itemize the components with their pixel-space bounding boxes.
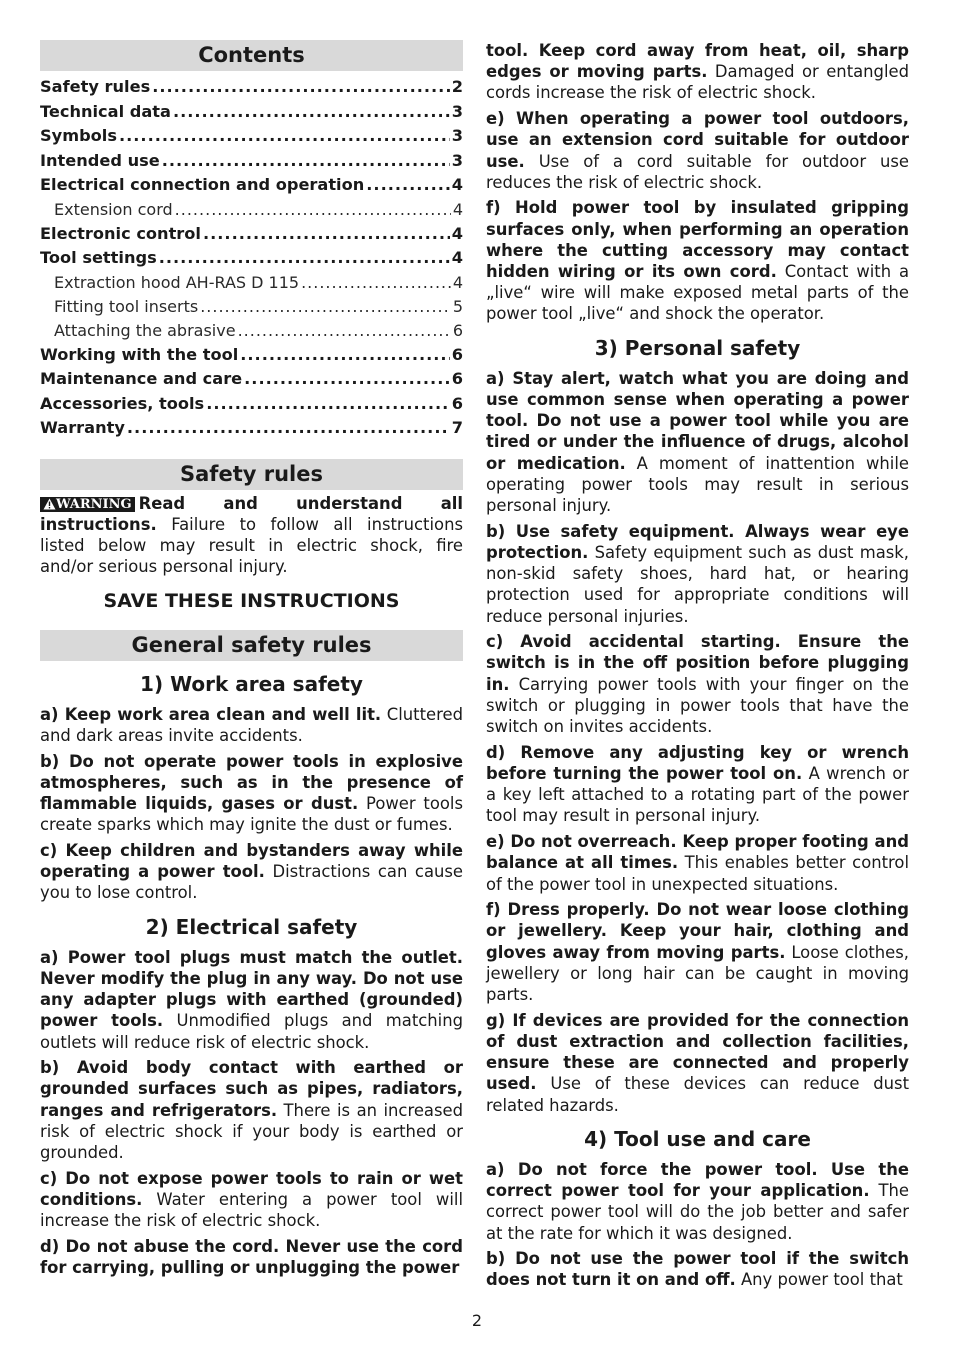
electrical-section <box>40 914 463 1279</box>
rule-instruction: c) Keep children and bystanders away while operating a power tool. <box>40 840 463 882</box>
left-column <box>40 40 463 1283</box>
toc-leader-dots <box>203 223 450 244</box>
toc-entry <box>40 174 463 199</box>
rule-instruction: b) Use safety equipment. Always wear eye protection. <box>486 521 909 562</box>
toc-leader-dots <box>301 272 451 293</box>
rule-paragraph <box>486 521 909 627</box>
right-column <box>486 40 909 1295</box>
toc-entry <box>40 344 463 369</box>
toc-entry-page: 6 <box>451 344 463 364</box>
rule-instruction: b) Do not operate power tools in explosive atmospheres, such as in the presence of flammable liquids, gases or dust. <box>40 751 463 814</box>
rule-explanation: Use of a cord suitable for outdoor use reduces the risk of electric shock. <box>486 151 909 192</box>
warning-triangle-icon <box>43 498 56 510</box>
toc-entry-label: Extraction hood AH-RAS D 115 <box>54 272 300 292</box>
rule-explanation: Use of these devices can reduce dust related hazards. <box>486 1074 909 1115</box>
toc-entry-label: Attaching the abrasive <box>54 320 236 340</box>
rule-instruction: a) Stay alert, watch what you are doing and use common sense when operating a power tool. Do not use a power tool while you are tired or under the influence of drugs, alcohol or medication. <box>486 368 909 473</box>
toc-entry-label: Maintenance and care <box>40 369 243 388</box>
toc-entry-label: Technical data <box>40 101 171 121</box>
toc-entry <box>40 150 463 175</box>
save-instructions: SAVE THESE INSTRUCTIONS <box>103 590 400 613</box>
section-heading: 4) Tool use and care <box>584 1126 811 1151</box>
page-number: 2 <box>471 1311 483 1330</box>
rule-explanation: A moment of inattention while operating power tools may result in serious personal injury. <box>486 453 909 516</box>
safety-rules-heading: Safety rules <box>40 459 463 490</box>
rule-paragraph <box>486 1010 909 1116</box>
rule-explanation: Cluttered and dark areas invite accidents. <box>40 704 463 745</box>
rule-explanation: Distractions can cause you to lose control. <box>40 862 463 903</box>
rule-instruction: b) Do not use the power tool if the switch does not turn it on and off. <box>486 1249 909 1290</box>
rule-instruction: a) Power tool plugs must match the outlet. Never modify the plug in any way. Do not use any adapter plugs with earthed (grounded) power tools. <box>40 947 463 1031</box>
rule-instruction: a) Keep work area clean and well lit. <box>40 704 382 724</box>
rule-explanation: A wrench or a key left attached to a rotating part of the power tool may result in personal injury. <box>486 764 909 826</box>
rule-paragraph <box>486 197 909 324</box>
personal-safety-section <box>486 335 909 1116</box>
rule-instruction: d) Remove any adjusting key or wrench before turning the power tool on. <box>486 742 909 783</box>
section-heading: 3) Personal safety <box>594 335 801 360</box>
toc-leader-dots <box>159 247 450 268</box>
toc-entry-label: Symbols <box>40 126 117 145</box>
toc-entry-page: 4 <box>451 248 463 267</box>
rule-paragraph <box>40 1236 463 1278</box>
toc-entry-page: 6 <box>452 320 463 340</box>
rule-explanation: Loose clothes, jewellery or long hair can be caught in moving parts. <box>486 942 909 1005</box>
rule-paragraph <box>486 108 909 193</box>
rule-paragraph <box>40 1168 463 1232</box>
rule-instruction: a) Do not force the power tool. Use the correct power tool for your application. <box>486 1159 909 1201</box>
toc-leader-dots <box>119 125 450 146</box>
rule-paragraph <box>40 1057 463 1163</box>
toc-entry <box>40 101 463 126</box>
rule-explanation: Any power tool that <box>735 1270 903 1290</box>
toc-entry <box>40 320 463 344</box>
general-safety-rules-heading: General safety rules <box>40 630 463 661</box>
toc-entry-label: Working with the tool <box>40 344 239 364</box>
toc-entry-page: 4 <box>451 223 463 243</box>
section-heading: 2) Electrical safety <box>145 914 358 939</box>
toc-entry <box>40 247 463 272</box>
rule-paragraph <box>486 368 909 516</box>
rule-instruction: c) Do not expose power tools to rain or wet conditions. <box>40 1168 463 1209</box>
electrical-continued-section <box>486 40 909 325</box>
rule-paragraph <box>40 840 463 904</box>
rule-explanation: Carrying power tools with your finger on the switch or plugging in power tools that have the switch on invites accidents. <box>486 674 909 737</box>
tool-use-section <box>486 1126 909 1291</box>
rule-instruction: tool. Keep cord away from heat, oil, sharp edges or moving parts. <box>486 41 909 82</box>
rule-explanation: This enables better control of the power tool in unexpected situations. <box>486 853 909 894</box>
toc-entry <box>40 272 463 296</box>
toc-entry-label: Intended use <box>40 150 160 170</box>
warning-badge: WARNING <box>40 497 135 512</box>
rule-instruction: g) If devices are provided for the connection of dust extraction and collection facilities, ensure these are connected and properly used. <box>486 1010 909 1094</box>
toc-leader-dots <box>200 296 451 317</box>
rule-instruction: e) Do not overreach. Keep proper footing and balance at all times. <box>486 832 909 873</box>
toc-entry-label: Safety rules <box>40 77 151 96</box>
toc-entry-page: 2 <box>451 77 463 96</box>
toc-entry-page: 3 <box>451 126 463 145</box>
toc-leader-dots <box>366 174 449 195</box>
rule-explanation: The correct power tool will do the job better and safer at the rate for which it was designed. <box>486 1181 909 1243</box>
rule-explanation: Damaged or entangled cords increase the risk of electric shock. <box>486 62 909 103</box>
rule-paragraph <box>486 40 909 104</box>
toc-entry-label: Electrical connection and operation <box>40 175 365 194</box>
toc-entry-page: 4 <box>452 272 463 292</box>
toc-leader-dots <box>244 368 450 389</box>
rule-explanation: Contact with a „live“ wire will make exposed metal parts of the power tool „live“ and shock the operator. <box>486 262 910 324</box>
rule-paragraph <box>486 899 909 1005</box>
toc-entry <box>40 199 463 223</box>
rule-paragraph <box>486 1159 909 1244</box>
toc-entry-page: 4 <box>451 175 463 194</box>
rule-instruction: d) Do not abuse the cord. Never use the cord for carrying, pulling or unplugging the power <box>40 1236 463 1278</box>
toc-entry <box>40 417 463 442</box>
toc-entry-page: 4 <box>452 199 463 219</box>
toc-entry <box>40 223 463 248</box>
toc-leader-dots <box>175 199 451 220</box>
rule-instruction: b) Avoid body contact with earthed or grounded surfaces such as pipes, radiators, ranges and refrigerators. <box>40 1058 463 1120</box>
toc-entry-page: 6 <box>451 393 463 413</box>
warning-paragraph: WARNING Read and understand all instructions. Failure to follow all instructions listed below may result in electric shock, fire and/or serious personal injury. <box>40 493 463 577</box>
toc-entry <box>40 125 463 150</box>
rule-paragraph <box>486 631 909 737</box>
toc-entry-label: Fitting tool inserts <box>54 296 199 316</box>
toc-entry-label: Electronic control <box>40 223 201 243</box>
rule-paragraph <box>486 742 909 827</box>
toc-entry-page: 7 <box>451 418 463 437</box>
toc-entry-page: 5 <box>452 296 463 316</box>
toc-leader-dots <box>173 101 450 122</box>
toc-entry-label: Extension cord <box>54 199 173 219</box>
rule-explanation: There is an increased risk of electric shock if your body is earthed or grounded. <box>40 1100 463 1163</box>
toc-leader-dots <box>206 393 450 414</box>
toc-entry <box>40 296 463 320</box>
contents-heading: Contents <box>40 40 463 71</box>
rule-explanation: Safety equipment such as dust mask, non-skid safety shoes, hard hat, or hearing protection used for appropriate conditions will reduce personal injuries. <box>486 542 909 626</box>
rule-paragraph <box>40 704 463 746</box>
toc-entry-label: Warranty <box>40 418 125 437</box>
rule-instruction: c) Avoid accidental starting. Ensure the switch is in the off position before plugging in. <box>486 632 909 694</box>
rule-paragraph <box>486 831 909 895</box>
toc-leader-dots <box>127 417 450 438</box>
rule-paragraph <box>486 1248 909 1290</box>
toc-entry <box>40 76 463 101</box>
work-area-section <box>40 671 463 904</box>
toc-leader-dots <box>152 76 450 97</box>
rule-paragraph <box>40 751 463 836</box>
rule-explanation: Power tools create sparks which may ignite the dust or fumes. <box>40 794 463 835</box>
rule-paragraph <box>40 947 463 1053</box>
toc-entry-page: 6 <box>451 369 463 388</box>
toc-entry-label: Tool settings <box>40 248 157 267</box>
toc-entry-page: 3 <box>451 101 463 121</box>
table-of-contents <box>40 76 463 442</box>
rule-instruction: e) When operating a power tool outdoors, use an extension cord suitable for outdoor use. <box>486 109 909 171</box>
toc-entry-page: 3 <box>451 150 463 170</box>
rule-instruction: f) Hold power tool by insulated gripping surfaces only, when performing an operation where the cutting accessory may contact hidden wiring or its own cord. <box>486 198 909 282</box>
toc-leader-dots <box>162 150 450 171</box>
toc-leader-dots <box>238 320 451 341</box>
rule-explanation: Water entering a power tool will increase the risk of electric shock. <box>40 1189 463 1231</box>
toc-leader-dots <box>240 344 449 365</box>
rule-explanation: Unmodified plugs and matching outlets will reduce risk of electric shock. <box>40 1011 463 1052</box>
rule-instruction: f) Dress properly. Do not wear loose clothing or jewellery. Keep your hair, clothing and gloves away from moving parts. <box>486 900 909 962</box>
section-heading: 1) Work area safety <box>140 671 363 696</box>
toc-entry <box>40 368 463 393</box>
toc-entry <box>40 393 463 418</box>
toc-entry-label: Accessories, tools <box>40 393 205 413</box>
